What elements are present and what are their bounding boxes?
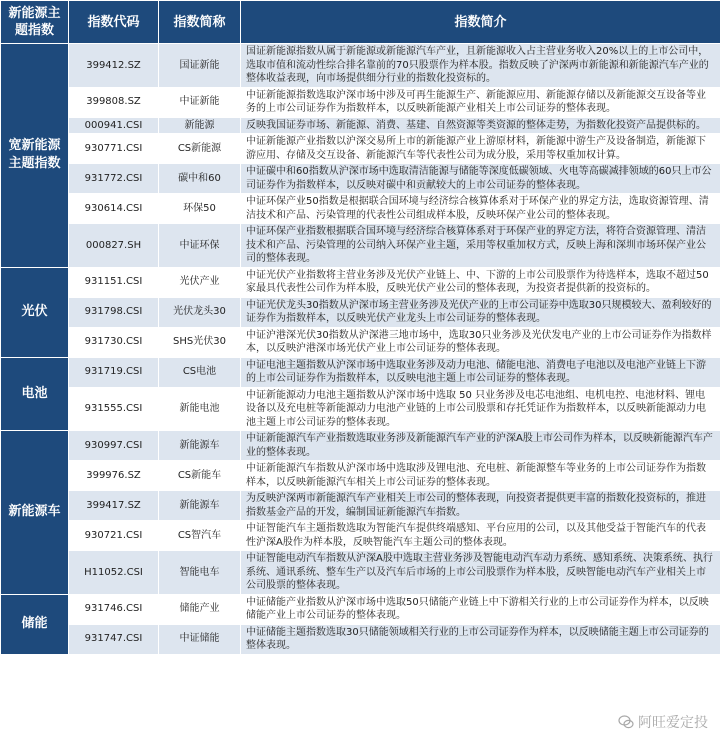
table-body xyxy=(1,44,720,655)
group-label: 新能源车 xyxy=(1,431,69,595)
index-name-cell: SHS光伏30 xyxy=(159,327,241,357)
header-code: 指数代码 xyxy=(69,1,159,44)
table-row xyxy=(1,327,720,357)
index-code-cell: 931555.CSI xyxy=(69,387,159,431)
watermark-text: 阿旺爱定投 xyxy=(638,715,708,731)
index-code-cell: 931746.CSI xyxy=(69,594,159,624)
index-desc-cell: 中证新能源产业指数以沪深交易所上市的新能源产业上游原材料，新能源中游生产及设备制造，新能源下游应用、存储及交互设备、新能源汽车等代表性公司为成分股，采用等权重加权计算。 xyxy=(241,134,720,164)
index-name-cell: 环保50 xyxy=(159,194,241,224)
index-name-cell: 新能电池 xyxy=(159,387,241,431)
index-code-cell: 399417.SZ xyxy=(69,491,159,521)
index-desc-cell: 为反映沪深两市新能源汽车产业相关上市公司的整体表现，向投资者提供更丰富的指数化投资标的，推进指数基金产品的开发，编制国证新能源汽车指数。 xyxy=(241,491,720,521)
index-desc-cell: 中证智能电动汽车指数从沪深A股中选取主营业务涉及智能电动汽车动力系统、感知系统、决策系统、执行系统、通讯系统、整车生产以及汽车后市场的上市公司股票作为样本股，反映智能电动汽车产业相关上市公司股票的整体表现。 xyxy=(241,551,720,595)
index-name-cell: 中证环保 xyxy=(159,224,241,268)
index-desc-cell: 中证智能汽车主题指数选取为智能汽车提供终端感知、平台应用的公司，以及其他受益于智能汽车的代表性沪深A股作为样本股，反映智能汽车主题公司的整体表现。 xyxy=(241,521,720,551)
index-desc-cell: 反映我国证券市场、新能源、消费、基建、自然资源等类资源的整体走势，为指数化投资产品提供标的。 xyxy=(241,117,720,134)
index-code-cell: 399412.SZ xyxy=(69,44,159,88)
index-desc-cell: 中证新能源汽车指数从沪深市场中选取涉及锂电池、充电桩、新能源整车等业务的上市公司证券作为指数样本，以反映新能源汽车相关上市公司证券的整体表现。 xyxy=(241,461,720,491)
index-desc-cell: 中证碳中和60指数从沪深市场中选取清洁能源与储能等深度低碳领域、火电等高碳减排领域的60只上市公司证券作为指数样本，以反映对碳中和贡献较大的上市公司证券的整体表现。 xyxy=(241,164,720,194)
table-row xyxy=(1,551,720,595)
table-row xyxy=(1,44,720,88)
table-row xyxy=(1,267,720,297)
index-name-cell: 中证新能 xyxy=(159,87,241,117)
group-label: 宽新能源主题指数 xyxy=(1,44,69,268)
index-code-cell: 931798.CSI xyxy=(69,297,159,327)
index-name-cell: 新能源车 xyxy=(159,491,241,521)
watermark xyxy=(618,712,708,732)
index-code-cell: 930771.CSI xyxy=(69,134,159,164)
index-name-cell: 碳中和60 xyxy=(159,164,241,194)
index-code-cell: 930997.CSI xyxy=(69,431,159,461)
index-desc-cell: 中证新能源指数选取沪深市场中涉及可再生能源生产、新能源应用、新能源存储以及新能源交互设备等业务的上市公司证券作为指数样本，以反映新能源产业相关上市公司证券的整体表现。 xyxy=(241,87,720,117)
index-desc-cell: 中证环保产业50指数是根据联合国环境与经济综合核算体系对于环保产业的界定方法，选取资源管理、清洁技术和产品、污染管理的代表性公司组成样本股，反映环保产业公司的整体表现。 xyxy=(241,194,720,224)
table-row xyxy=(1,357,720,387)
index-desc-cell: 国证新能源指数从属于新能源或新能源汽车产业，且新能源收入占主营业务收入20%以上的上市公司中，选取市值和流动性综合排名靠前的70只股票作为样本股。指数反映了沪深两市新能源和新能源汽车产业的整体收益表现，向市场提供细分行业的指数化投资标的。 xyxy=(241,44,720,88)
index-desc-cell: 中证电池主题指数从沪深市场中选取业务涉及动力电池、储能电池、消费电子电池以及电池产业链上下游的上市公司证券作为指数样本，以反映电池主题上市公司证券的整体表现。 xyxy=(241,357,720,387)
index-name-cell: CS电池 xyxy=(159,357,241,387)
index-name-cell: 光伏产业 xyxy=(159,267,241,297)
table-row xyxy=(1,164,720,194)
index-name-cell: 储能产业 xyxy=(159,594,241,624)
index-code-cell: 931730.CSI xyxy=(69,327,159,357)
index-name-cell: 光伏龙头30 xyxy=(159,297,241,327)
index-name-cell: CS新能源 xyxy=(159,134,241,164)
index-code-cell: 931772.CSI xyxy=(69,164,159,194)
group-label: 光伏 xyxy=(1,267,69,357)
index-code-cell: 930721.CSI xyxy=(69,521,159,551)
index-code-cell: 000827.SH xyxy=(69,224,159,268)
table-row xyxy=(1,624,720,654)
wechat-logo-icon xyxy=(618,714,634,730)
header-name: 指数简称 xyxy=(159,1,241,44)
index-desc-cell: 中证储能主题指数选取30只储能领域相关行业的上市公司证券作为样本，以反映储能主题上市公司证券的整体表现。 xyxy=(241,624,720,654)
index-desc-cell: 中证储能产业指数从沪深市场中选取50只储能产业链上中下游相关行业的上市公司证券作为样本，以反映储能产业上市公司证券的整体表现。 xyxy=(241,594,720,624)
header-theme: 新能源主题指数 xyxy=(1,1,69,44)
table-row xyxy=(1,224,720,268)
index-code-cell: H11052.CSI xyxy=(69,551,159,595)
index-code-cell: 931151.CSI xyxy=(69,267,159,297)
table-row xyxy=(1,117,720,134)
table-row xyxy=(1,87,720,117)
table-row xyxy=(1,134,720,164)
table-row xyxy=(1,594,720,624)
group-label: 储能 xyxy=(1,594,69,654)
index-name-cell: 国证新能 xyxy=(159,44,241,88)
table-row xyxy=(1,491,720,521)
group-label: 电池 xyxy=(1,357,69,431)
index-desc-cell: 中证新能源动力电池主题指数从沪深市场中选取 50 只业务涉及电芯电池组、电机电控、电池材料、锂电设备以及充电桩等新能源动力电池产业链的上市公司股票和存托凭证作为指数样本，以反映新能源动力电池主题上市公司证券的整体表现。 xyxy=(241,387,720,431)
index-desc-cell: 中证光伏龙头30指数从沪深市场主营业务涉及光伏产业的上市公司证券中选取30只规模较大、盈利较好的证券作为指数样本，以反映光伏产业龙头上市公司证券的整体表现。 xyxy=(241,297,720,327)
table-row xyxy=(1,297,720,327)
table-row xyxy=(1,521,720,551)
header-desc: 指数简介 xyxy=(241,1,720,44)
index-code-cell: 930614.CSI xyxy=(69,194,159,224)
index-code-cell: 931747.CSI xyxy=(69,624,159,654)
index-desc-cell: 中证光伏产业指数将主营业务涉及光伏产业链上、中、下游的上市公司股票作为待选样本，选取不超过50家最具代表性公司作为样本股，反映光伏产业公司的整体表现，为投资者提供新的投资标的。 xyxy=(241,267,720,297)
table-row xyxy=(1,194,720,224)
index-desc-cell: 中证环保产业指数根据联合国环境与经济综合核算体系对于环保产业的界定方法，将符合资源管理、清洁技术和产品、污染管理的公司纳入环保产业主题，采用等权重加权方式，反映上海和深圳市场环保产业公司的整体表现。 xyxy=(241,224,720,268)
index-code-cell: 399976.SZ xyxy=(69,461,159,491)
index-name-cell: 新能源车 xyxy=(159,431,241,461)
table-header-row xyxy=(1,1,720,44)
index-name-cell: 中证储能 xyxy=(159,624,241,654)
index-name-cell: 智能电车 xyxy=(159,551,241,595)
table-row xyxy=(1,461,720,491)
index-code-cell: 399808.SZ xyxy=(69,87,159,117)
index-code-cell: 000941.CSI xyxy=(69,117,159,134)
index-desc-cell: 中证新能源汽车产业指数选取业务涉及新能源汽车产业的沪深A股上市公司作为样本，以反映新能源汽车产业的整体表现。 xyxy=(241,431,720,461)
index-name-cell: CS新能车 xyxy=(159,461,241,491)
index-name-cell: 新能源 xyxy=(159,117,241,134)
table-row xyxy=(1,387,720,431)
table-row xyxy=(1,431,720,461)
index-desc-cell: 中证沪港深光伏30指数从沪深港三地市场中，选取30只业务涉及光伏发电产业的上市公司证券作为指数样本，以反映沪港深市场光伏产业上市公司证券的整体表现。 xyxy=(241,327,720,357)
index-name-cell: CS智汽车 xyxy=(159,521,241,551)
index-code-cell: 931719.CSI xyxy=(69,357,159,387)
